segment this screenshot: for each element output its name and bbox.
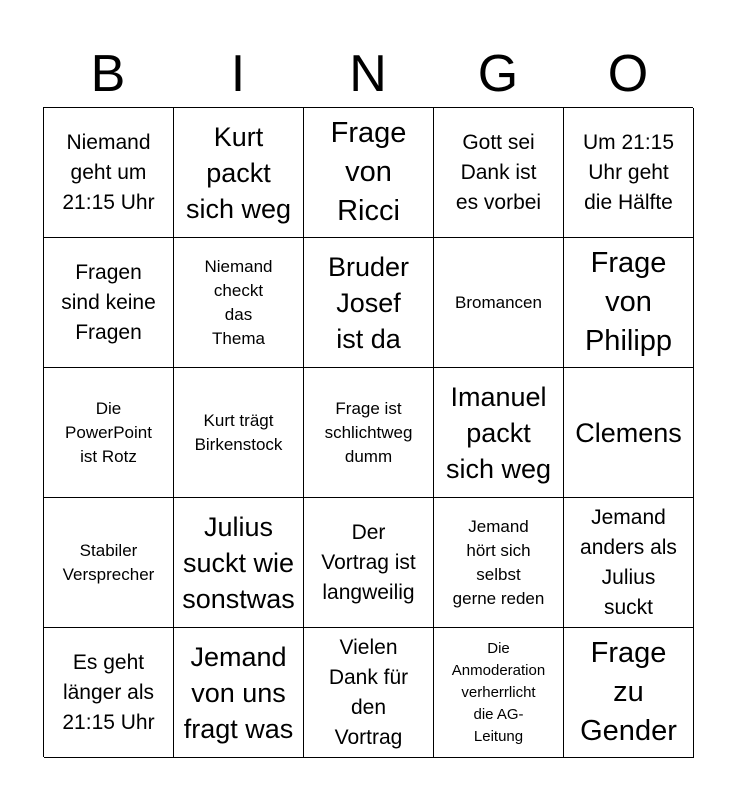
header-letter-n: N xyxy=(349,45,387,103)
bingo-cell[interactable]: Es geht länger als 21:15 Uhr xyxy=(44,628,174,758)
bingo-cell[interactable]: Frage von Philipp xyxy=(564,238,694,368)
bingo-grid xyxy=(43,107,693,757)
bingo-cell[interactable]: Clemens xyxy=(564,368,694,498)
bingo-cell[interactable]: Kurt trägt Birkenstock xyxy=(174,368,304,498)
bingo-cell[interactable]: Jemand hört sich selbst gerne reden xyxy=(434,498,564,628)
bingo-cell[interactable]: Jemand anders als Julius suckt xyxy=(564,498,694,628)
bingo-cell[interactable]: Der Vortrag ist langweilig xyxy=(304,498,434,628)
bingo-cell[interactable]: Bruder Josef ist da xyxy=(304,238,434,368)
header-letter-b: B xyxy=(90,45,126,103)
bingo-cell[interactable]: Frage zu Gender xyxy=(564,628,694,758)
header-letter-o: O xyxy=(607,45,649,103)
bingo-cell[interactable]: Vielen Dank für den Vortrag xyxy=(304,628,434,758)
bingo-cell[interactable]: Niemand checkt das Thema xyxy=(174,238,304,368)
bingo-cell[interactable]: Frage von Ricci xyxy=(304,108,434,238)
bingo-cell[interactable]: Fragen sind keine Fragen xyxy=(44,238,174,368)
bingo-cell[interactable]: Kurt packt sich weg xyxy=(174,108,304,238)
bingo-cell[interactable]: Gott sei Dank ist es vorbei xyxy=(434,108,564,238)
bingo-cell[interactable]: Die PowerPoint ist Rotz xyxy=(44,368,174,498)
bingo-cell[interactable]: Um 21:15 Uhr geht die Hälfte xyxy=(564,108,694,238)
bingo-cell[interactable]: Niemand geht um 21:15 Uhr xyxy=(44,108,174,238)
bingo-cell[interactable]: Bromancen xyxy=(434,238,564,368)
bingo-cell[interactable]: Imanuel packt sich weg xyxy=(434,368,564,498)
bingo-cell[interactable]: Frage ist schlichtweg dumm xyxy=(304,368,434,498)
bingo-cell[interactable]: Die Anmoderation verherrlicht die AG- Leitung xyxy=(434,628,564,758)
bingo-cell[interactable]: Stabiler Versprecher xyxy=(44,498,174,628)
bingo-cell[interactable]: Jemand von uns fragt was xyxy=(174,628,304,758)
bingo-cell[interactable]: Julius suckt wie sonstwas xyxy=(174,498,304,628)
bingo-header xyxy=(43,40,693,108)
header-letter-g: G xyxy=(477,45,519,103)
header-letter-i: I xyxy=(230,45,246,103)
